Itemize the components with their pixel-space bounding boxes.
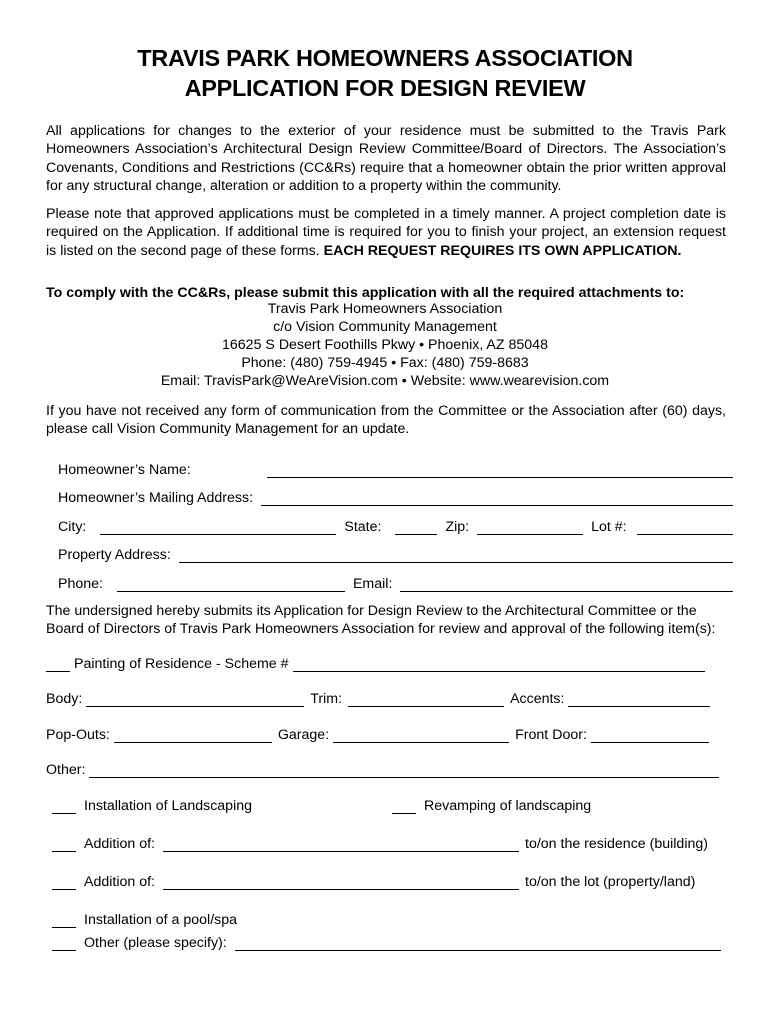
intro-paragraph: All applications for changes to the exterior of your residence must be submitted to the Travis Park Homeowners Association’s Architectural Design Review Committee/Board of Directors. The Association’s Covenants, Conditions and Restrictions (CC&Rs) require that a homeowner obtain the prior written approval for any structural change, alteration or addition to a property within the community.	[46, 123, 726, 195]
phone-row	[58, 570, 733, 592]
property-address-field[interactable]	[179, 548, 733, 563]
pool-row	[52, 912, 237, 928]
revamping-row	[392, 798, 591, 814]
street-address: 16625 S Desert Foothills Pkwy • Phoenix, AZ 85048	[222, 337, 548, 353]
homeowner-name-row	[58, 456, 733, 478]
other-specify-row	[52, 935, 721, 951]
title-line-2: APPLICATION FOR DESIGN REVIEW	[184, 75, 586, 101]
zip-field[interactable]	[477, 520, 583, 535]
other-label: Other:	[46, 762, 86, 778]
painting-label: Painting of Residence - Scheme #	[74, 656, 289, 672]
association-name: Travis Park Homeowners Association	[267, 301, 503, 317]
other-specify-label: Other (please specify):	[84, 935, 227, 951]
property-address-row	[58, 541, 733, 563]
popouts-label: Pop-Outs:	[46, 727, 110, 743]
city-label: City:	[58, 519, 87, 535]
phone-label: Phone:	[58, 576, 103, 592]
popouts-row	[46, 727, 709, 743]
addition-residence-row	[52, 836, 708, 852]
state-field[interactable]	[395, 520, 437, 535]
city-row	[58, 513, 733, 535]
popouts-field[interactable]	[114, 728, 272, 743]
pool-label: Installation of a pool/spa	[84, 912, 238, 928]
completion-paragraph	[46, 205, 726, 260]
pool-checkbox[interactable]	[52, 913, 76, 928]
followup-paragraph: If you have not received any form of communication from the Committee or the Association after (60) days, please call Vision Community Management for an update.	[46, 403, 726, 438]
phone-field[interactable]	[117, 577, 345, 592]
landscaping-checkbox[interactable]	[52, 799, 76, 814]
other-specify-field[interactable]	[235, 936, 721, 951]
email-website: Email: TravisPark@WeAreVision.com • Website: www.wearevision.com	[160, 373, 610, 389]
other-row	[46, 762, 719, 778]
garage-label: Garage:	[277, 727, 330, 743]
submit-instructions: To comply with the CC&Rs, please submit this application with all the required attachments to:	[46, 285, 685, 301]
mailing-address-row	[58, 484, 733, 506]
mailing-address-field[interactable]	[261, 491, 733, 506]
property-address-label: Property Address:	[58, 547, 171, 563]
landscaping-label: Installation of Landscaping	[84, 798, 253, 814]
body-trim-row	[46, 691, 710, 707]
addition-lot-label: Addition of:	[84, 874, 155, 890]
submission-paragraph: The undersigned hereby submits its Application for Design Review to the Architectural Committee or the Board of Directors of Travis Park Homeowners Association for review and approval of the following item(s):	[46, 603, 716, 638]
revamping-label: Revamping of landscaping	[424, 798, 592, 814]
addition-lot-field[interactable]	[163, 875, 519, 890]
phone-fax: Phone: (480) 759-4945 • Fax: (480) 759-8683	[241, 355, 529, 371]
mailing-address-label: Homeowner’s Mailing Address:	[58, 490, 254, 506]
revamping-checkbox[interactable]	[392, 799, 416, 814]
addition-residence-field[interactable]	[163, 837, 519, 852]
homeowner-name-field[interactable]	[267, 463, 733, 478]
body-field[interactable]	[86, 692, 304, 707]
addition-residence-label: Addition of:	[84, 836, 155, 852]
other-specify-checkbox[interactable]	[52, 936, 76, 951]
body-label: Body:	[46, 691, 83, 707]
addition-lot-checkbox[interactable]	[52, 875, 76, 890]
state-label: State:	[344, 519, 382, 535]
title-line-1: TRAVIS PARK HOMEOWNERS ASSOCIATION	[137, 45, 633, 71]
management-company: c/o Vision Community Management	[273, 319, 497, 335]
completion-text: Please note that approved applications must be completed in a timely manner. A project completion date is required on the Application. If additional time is required for you to finish your project, an extension request is listed on the second page of these forms.	[46, 206, 726, 259]
accents-field[interactable]	[568, 692, 710, 707]
garage-field[interactable]	[333, 728, 509, 743]
trim-label: Trim:	[310, 691, 343, 707]
lot-label: Lot #:	[591, 519, 627, 535]
painting-row	[46, 656, 705, 672]
other-field[interactable]	[89, 763, 719, 778]
accents-label: Accents:	[510, 691, 565, 707]
addition-lot-row	[52, 874, 695, 890]
front-door-field[interactable]	[591, 728, 709, 743]
addition-residence-checkbox[interactable]	[52, 837, 76, 852]
to-residence-label: to/on the residence (building)	[525, 836, 708, 852]
email-field[interactable]	[400, 577, 733, 592]
trim-field[interactable]	[348, 692, 504, 707]
city-field[interactable]	[100, 520, 336, 535]
scheme-field[interactable]	[293, 657, 705, 672]
email-label: Email:	[352, 576, 393, 592]
landscaping-row	[52, 798, 252, 814]
requirement-notice: EACH REQUEST REQUIRES ITS OWN APPLICATION.	[323, 242, 682, 259]
homeowner-name-label: Homeowner’s Name:	[58, 462, 191, 478]
painting-checkbox[interactable]	[46, 657, 70, 672]
to-lot-label: to/on the lot (property/land)	[525, 874, 696, 890]
lot-field[interactable]	[637, 520, 733, 535]
zip-label: Zip:	[445, 519, 470, 535]
front-door-label: Front Door:	[515, 727, 587, 743]
